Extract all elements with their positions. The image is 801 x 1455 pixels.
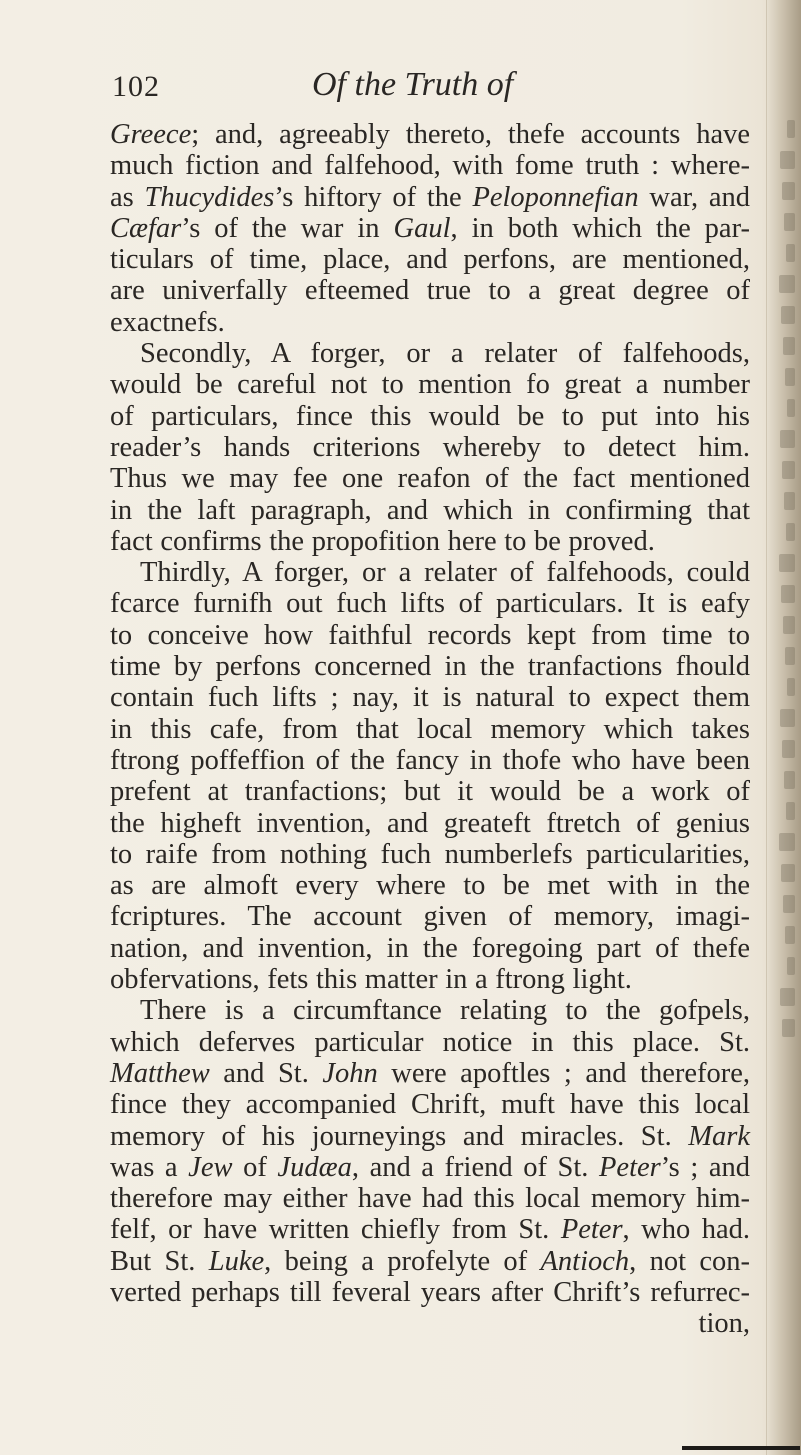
italic-text-segment: Jew — [188, 1151, 233, 1183]
body-text — [110, 119, 750, 1340]
text-segment: war, and — [638, 181, 751, 213]
text-line — [110, 338, 750, 369]
text-line — [110, 526, 750, 557]
text-line — [110, 1277, 750, 1308]
text-segment: Thirdly, A forger, or a relater of falfehoods, could — [140, 557, 750, 589]
text-segment: which deferves particular notice in this place. St. — [110, 1026, 750, 1058]
text-line — [110, 1308, 750, 1339]
text-segment: would be careful not to mention fo great a number — [110, 369, 750, 401]
text-segment: , who had. — [622, 1214, 750, 1246]
gutter-mark — [780, 151, 795, 169]
text-line — [110, 495, 750, 526]
text-segment: , in both which the par- — [450, 212, 750, 244]
gutter-mark — [785, 926, 795, 944]
page-number: 102 — [112, 70, 160, 103]
gutter-mark — [780, 430, 795, 448]
gutter-mark — [786, 523, 795, 541]
gutter-mark — [787, 399, 795, 417]
text-segment: to conceive how faithful records kept from time to — [110, 619, 750, 651]
text-line — [110, 1121, 750, 1152]
text-segment: the higheft invention, and greateft ftretch of genius — [110, 807, 750, 839]
text-segment: was a — [110, 1151, 189, 1183]
gutter-mark — [787, 678, 795, 696]
gutter-mark — [785, 647, 795, 665]
text-segment: contain fuch lifts ; nay, it is natural to expect them — [110, 682, 750, 714]
text-line — [110, 588, 750, 619]
text-line — [110, 901, 750, 932]
page-gutter-edge — [766, 0, 801, 1455]
gutter-mark — [781, 585, 795, 603]
text-line — [110, 463, 750, 494]
text-segment: But St. — [110, 1245, 209, 1277]
text-line — [110, 150, 750, 181]
gutter-mark — [785, 368, 795, 386]
text-segment: tion, — [698, 1308, 750, 1340]
gutter-mark — [784, 213, 795, 231]
text-line — [110, 933, 750, 964]
text-segment: exactnefs. — [110, 306, 225, 338]
text-line — [110, 839, 750, 870]
text-line — [110, 1058, 750, 1089]
italic-text-segment: Cæfar — [110, 212, 182, 244]
text-segment: were apoftles ; and therefore, — [377, 1057, 750, 1089]
text-segment: ’s hiftory of the — [274, 181, 473, 213]
text-segment: fact confirms the propofition here to be proved. — [110, 525, 655, 557]
text-line — [110, 964, 750, 995]
text-line — [110, 1183, 750, 1214]
italic-text-segment: John — [322, 1057, 378, 1089]
page-header — [112, 66, 772, 106]
gutter-mark — [780, 988, 795, 1006]
text-line — [110, 1089, 750, 1120]
text-line — [110, 275, 750, 306]
gutter-mark — [787, 957, 795, 975]
text-segment: time by perfons concerned in the tranfactions fhould — [110, 651, 750, 683]
text-segment: in this cafe, from that local memory which takes — [110, 713, 750, 745]
bottom-edge-rule — [682, 1446, 800, 1450]
text-segment: as — [110, 181, 145, 213]
text-segment: obfervations, fets this matter in a ftrong light. — [110, 964, 632, 996]
text-segment: fcarce furnifh out fuch lifts of particulars. It is eafy — [110, 588, 750, 620]
gutter-mark — [783, 337, 795, 355]
gutter-mark — [786, 244, 795, 262]
gutter-mark — [779, 833, 795, 851]
text-segment: ticulars of time, place, and perfons, are mentioned, — [110, 244, 750, 276]
text-segment: much fiction and falfehood, with fome truth : where- — [110, 150, 750, 182]
text-segment: , and a friend of St. — [351, 1151, 600, 1183]
gutter-mark — [779, 275, 795, 293]
text-line — [110, 682, 750, 713]
text-segment: nation, and invention, in the foregoing part of thefe — [110, 932, 750, 964]
text-segment: are univerfally efteemed true to a great degree of — [110, 275, 750, 307]
text-segment: There is a circumftance relating to the gofpels, — [140, 995, 750, 1027]
text-line — [110, 244, 750, 275]
gutter-mark — [780, 709, 795, 727]
italic-text-segment: Peter — [599, 1151, 661, 1183]
text-segment: reader’s hands criterions whereby to detect him. — [110, 431, 750, 463]
text-segment: in the laft paragraph, and which in confirming that — [110, 494, 750, 526]
text-segment: verted perhaps till feveral years after Chrift’s refurrec- — [110, 1276, 750, 1308]
text-segment: ; and, agreeably thereto, thefe accounts have — [191, 119, 750, 150]
text-line — [110, 432, 750, 463]
gutter-mark — [781, 864, 795, 882]
gutter-mark — [784, 492, 795, 510]
italic-text-segment: Antioch — [540, 1245, 630, 1277]
text-line — [110, 745, 750, 776]
text-line — [110, 714, 750, 745]
text-segment: fince they accompanied Chrift, muft have this local — [110, 1089, 750, 1121]
text-line — [110, 557, 750, 588]
running-title: Of the Truth of — [312, 66, 514, 103]
gutter-mark — [782, 1019, 795, 1037]
gutter-mark — [779, 554, 795, 572]
text-line — [110, 1027, 750, 1058]
text-line — [110, 213, 750, 244]
italic-text-segment: Peter — [560, 1214, 623, 1246]
text-segment: , not con- — [629, 1245, 750, 1277]
text-line — [110, 620, 750, 651]
text-segment: ’s ; and — [660, 1151, 750, 1183]
gutter-mark — [782, 740, 795, 758]
gutter-mark — [783, 616, 795, 634]
italic-text-segment: Mark — [688, 1120, 750, 1152]
text-segment: to raife from nothing fuch numberlefs particularities, — [110, 838, 750, 870]
italic-text-segment: Greece — [110, 119, 192, 150]
italic-text-segment: Matthew — [110, 1057, 210, 1089]
text-segment: therefore may either have had this local memory him- — [110, 1183, 750, 1215]
text-segment: Secondly, A forger, or a relater of falfehoods, — [140, 338, 750, 370]
text-line — [110, 651, 750, 682]
text-line — [110, 307, 750, 338]
text-segment: memory of his journeyings and miracles. St. — [110, 1120, 689, 1152]
gutter-mark — [783, 895, 795, 913]
text-line — [110, 808, 750, 839]
italic-text-segment: Luke — [208, 1245, 265, 1277]
text-segment: as are almoft every where to be met with in the — [110, 870, 750, 902]
text-line — [110, 776, 750, 807]
italic-text-segment: Gaul — [393, 212, 451, 244]
text-segment: , being a profelyte of — [264, 1245, 541, 1277]
text-line — [110, 870, 750, 901]
italic-text-segment: Judæa — [277, 1151, 352, 1183]
text-line — [110, 1152, 750, 1183]
gutter-mark — [781, 306, 795, 324]
text-line — [110, 995, 750, 1026]
text-segment: of particulars, fince this would be to put into his — [110, 400, 750, 432]
text-segment: and St. — [209, 1057, 323, 1089]
text-segment: fcriptures. The account given of memory, imagi- — [110, 901, 750, 933]
text-line — [110, 1214, 750, 1245]
text-line — [110, 401, 750, 432]
gutter-mark — [784, 771, 795, 789]
text-line — [110, 1246, 750, 1277]
italic-text-segment: Peloponnefian — [472, 181, 639, 213]
gutter-mark — [782, 461, 795, 479]
gutter-mark — [786, 802, 795, 820]
text-segment: prefent at tranfactions; but it would be a work of — [110, 776, 750, 808]
italic-text-segment: Thucydides — [144, 181, 275, 213]
text-line — [110, 119, 750, 150]
text-segment: ftrong poffeffion of the fancy in thofe who have been — [110, 744, 750, 776]
text-line — [110, 369, 750, 400]
text-segment: ’s of the war in — [181, 212, 394, 244]
text-segment: Thus we may fee one reafon of the fact mentioned — [110, 463, 750, 495]
gutter-mark — [787, 120, 795, 138]
text-segment: felf, or have written chiefly from St. — [110, 1214, 561, 1246]
text-line — [110, 182, 750, 213]
text-segment: of — [232, 1151, 278, 1183]
gutter-mark — [782, 182, 795, 200]
